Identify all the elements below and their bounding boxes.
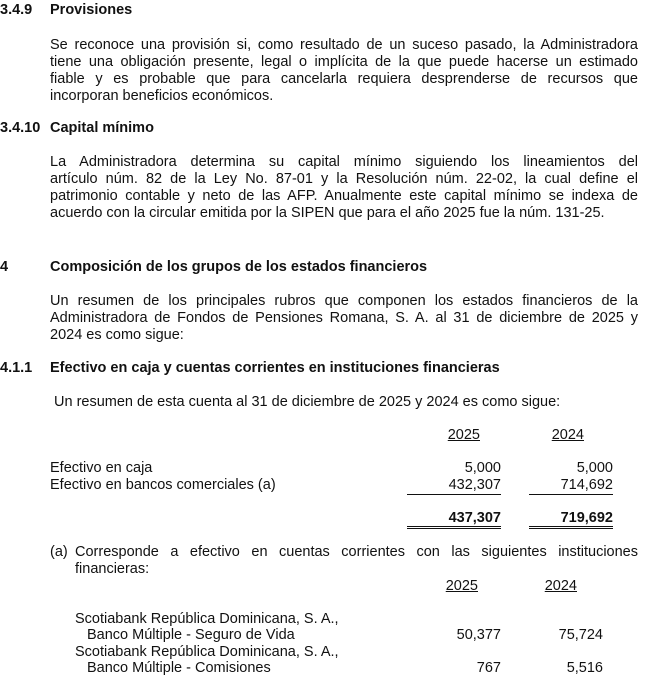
paragraph-line: patrimonio contable y neto de las AFP. Anualmente este capital mínimo se indexa de <box>50 188 638 204</box>
paragraph-line: acuerdo con la circular emitida por la SIPEN que para el año 2025 fue la núm. 131-25. <box>50 205 605 221</box>
row-label-efectivo-bancos: Efectivo en bancos comerciales (a) <box>50 477 276 493</box>
paragraph-line: La Administradora determina su capital mínimo siguiendo los lineamientos del <box>50 154 638 170</box>
provisiones-paragraph <box>50 37 638 105</box>
column-header-2025: 2025 <box>445 578 478 594</box>
note-marker: (a) <box>50 544 68 560</box>
capital-minimo-paragraph <box>50 154 638 222</box>
cell-2025: 5,000 <box>464 460 501 476</box>
paragraph-line: financieras: <box>75 561 150 577</box>
section-number: 3.4.9 <box>0 2 33 18</box>
section-number: 3.4.10 <box>0 120 41 136</box>
section-title-provisiones: Provisiones <box>50 2 133 18</box>
section-number: 4 <box>0 259 9 275</box>
column-header-2025: 2025 <box>447 427 480 443</box>
total-double-rule-2024 <box>529 528 613 529</box>
paragraph-line: Administradora de Fondos de Pensiones Romana, S. A. al 31 de diciembre de 2025 y <box>50 310 638 326</box>
efectivo-intro: Un resumen de esta cuenta al 31 de diciembre de 2025 y 2024 es como sigue: <box>54 394 561 410</box>
column-header-2024: 2024 <box>544 578 577 594</box>
section-title-efectivo: Efectivo en caja y cuentas corrientes en instituciones financieras <box>50 360 500 376</box>
paragraph-line: Un resumen de los principales rubros que componen los estados financieros de la <box>50 293 638 309</box>
cell-2024: 5,516 <box>566 660 603 676</box>
column-header-2024: 2024 <box>551 427 584 443</box>
total-2025: 437,307 <box>448 510 501 526</box>
paragraph-line: incorporan beneficios económicos. <box>50 88 274 104</box>
cell-2024: 714,692 <box>560 477 613 493</box>
bank-name-line1: Scotiabank República Dominicana, S. A., <box>75 644 339 660</box>
cell-2025: 432,307 <box>448 477 501 493</box>
section-title-composicion: Composición de los grupos de los estados financieros <box>50 259 428 275</box>
section-title-capital-minimo: Capital mínimo <box>50 120 154 136</box>
bank-name-line1: Scotiabank República Dominicana, S. A., <box>75 611 339 627</box>
note-a-paragraph <box>75 544 638 578</box>
subtotal-rule-2025 <box>407 494 501 495</box>
paragraph-line: tiene una obligación presente, legal o implícita de la que puede hacerse un estimado <box>50 54 638 70</box>
paragraph-line: Se reconoce una provisión si, como resultado de un suceso pasado, la Administradora <box>50 37 638 53</box>
cell-2025: 767 <box>476 660 501 676</box>
total-double-rule-2024 <box>529 526 613 527</box>
composicion-paragraph <box>50 293 638 344</box>
row-label-efectivo-caja: Efectivo en caja <box>50 460 153 476</box>
bank-name-line2: Banco Múltiple - Comisiones <box>87 660 271 676</box>
paragraph-line: Corresponde a efectivo en cuentas corrientes con las siguientes instituciones <box>75 544 638 560</box>
cell-2025: 50,377 <box>456 627 501 643</box>
paragraph-line: artículo núm. 82 de la Ley No. 87-01 y la Resolución núm. 22-02, la cual define el <box>50 171 638 187</box>
paragraph-line: fiable y es probable que para cancelarla requiera desprenderse de recursos que <box>50 71 638 87</box>
total-double-rule-2025 <box>407 526 501 527</box>
subtotal-rule-2024 <box>529 494 613 495</box>
paragraph-line: 2024 es como sigue: <box>50 327 184 343</box>
total-double-rule-2025 <box>407 528 501 529</box>
cell-2024: 5,000 <box>576 460 613 476</box>
section-number: 4.1.1 <box>0 360 33 376</box>
total-2024: 719,692 <box>560 510 613 526</box>
cell-2024: 75,724 <box>558 627 603 643</box>
bank-name-line2: Banco Múltiple - Seguro de Vida <box>87 627 295 643</box>
